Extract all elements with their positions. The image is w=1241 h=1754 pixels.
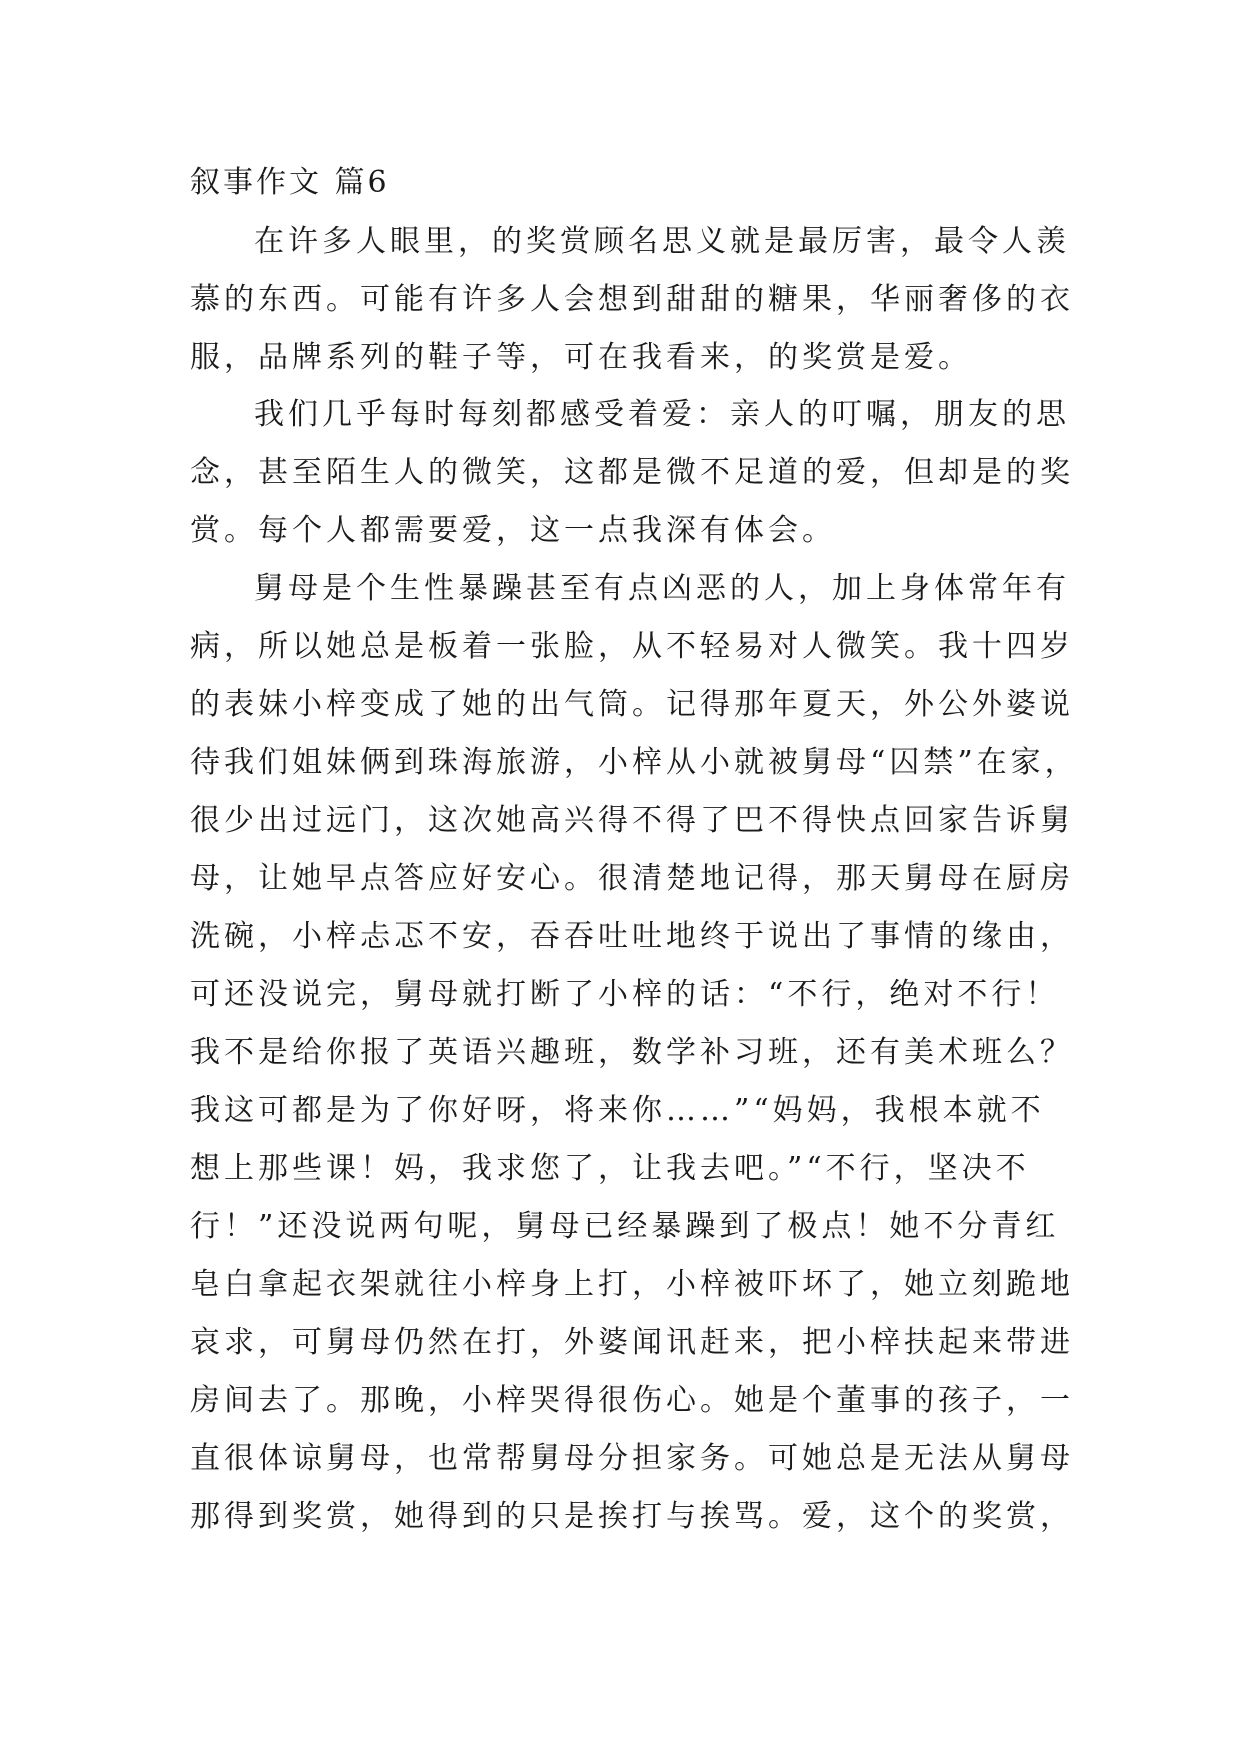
text-line: 赏。每个人都需要爱，这一点我深有体会。	[190, 513, 836, 548]
paragraph-1	[190, 213, 1074, 387]
text-line: 哀求，可舅母仍然在打，外婆闻讯赶来，把小梓扶起来带进	[190, 1325, 1074, 1360]
text-line: 母，让她早点答应好安心。很清楚地记得，那天舅母在厨房	[190, 861, 1074, 896]
text-line: 病，所以她总是板着一张脸，从不轻易对人微笑。我十四岁	[190, 629, 1074, 664]
text-line: 房间去了。那晚，小梓哭得很伤心。她是个董事的孩子，一	[190, 1383, 1074, 1418]
text-line: 可还没说完，舅母就打断了小梓的话：“不行，绝对不行！	[190, 977, 1060, 1012]
text-line: 很少出过远门，这次她高兴得不得了巴不得快点回家告诉舅	[190, 803, 1074, 838]
paragraph-2	[190, 386, 1074, 560]
text-line: 的表妹小梓变成了她的出气筒。记得那年夏天，外公外婆说	[190, 687, 1074, 722]
text-line: 想上那些课！妈，我求您了，让我去吧。”“不行，坚决不	[190, 1151, 1030, 1186]
text-line: 慕的东西。可能有许多人会想到甜甜的糖果，华丽奢侈的衣	[190, 282, 1074, 317]
text-line: 行！”还没说两句呢，舅母已经暴躁到了极点！她不分青红	[190, 1209, 1060, 1244]
text-line: 我不是给你报了英语兴趣班，数学补习班，还有美术班么？	[190, 1035, 1074, 1070]
text-line: 我们几乎每时每刻都感受着爱：亲人的叮嘱，朋友的思	[254, 397, 1070, 432]
text-line: 舅母是个生性暴躁甚至有点凶恶的人，加上身体常年有	[254, 571, 1070, 606]
text-line: 我这可都是为了你好呀，将来你……”“妈妈，我根本就不	[190, 1093, 1045, 1128]
text-line: 服，品牌系列的鞋子等，可在我看来，的奖赏是爱。	[190, 340, 972, 375]
document-title: 叙事作文 篇6	[190, 165, 390, 200]
text-line: 皂白拿起衣架就往小梓身上打，小梓被吓坏了，她立刻跪地	[190, 1267, 1074, 1302]
text-line: 待我们姐妹俩到珠海旅游，小梓从小就被舅母“囚禁”在家，	[190, 745, 1079, 780]
paragraph-3	[190, 560, 1079, 1546]
text-line: 念，甚至陌生人的微笑，这都是微不足道的爱，但却是的奖	[190, 455, 1074, 490]
text-line: 洗碗，小梓忐忑不安，吞吞吐吐地终于说出了事情的缘由，	[190, 919, 1074, 954]
text-line: 在许多人眼里，的奖赏顾名思义就是最厉害，最令人羡	[254, 224, 1070, 259]
text-line: 那得到奖赏，她得到的只是挨打与挨骂。爱，这个的奖赏，	[190, 1499, 1074, 1534]
text-line: 直很体谅舅母，也常帮舅母分担家务。可她总是无法从舅母	[190, 1441, 1074, 1476]
